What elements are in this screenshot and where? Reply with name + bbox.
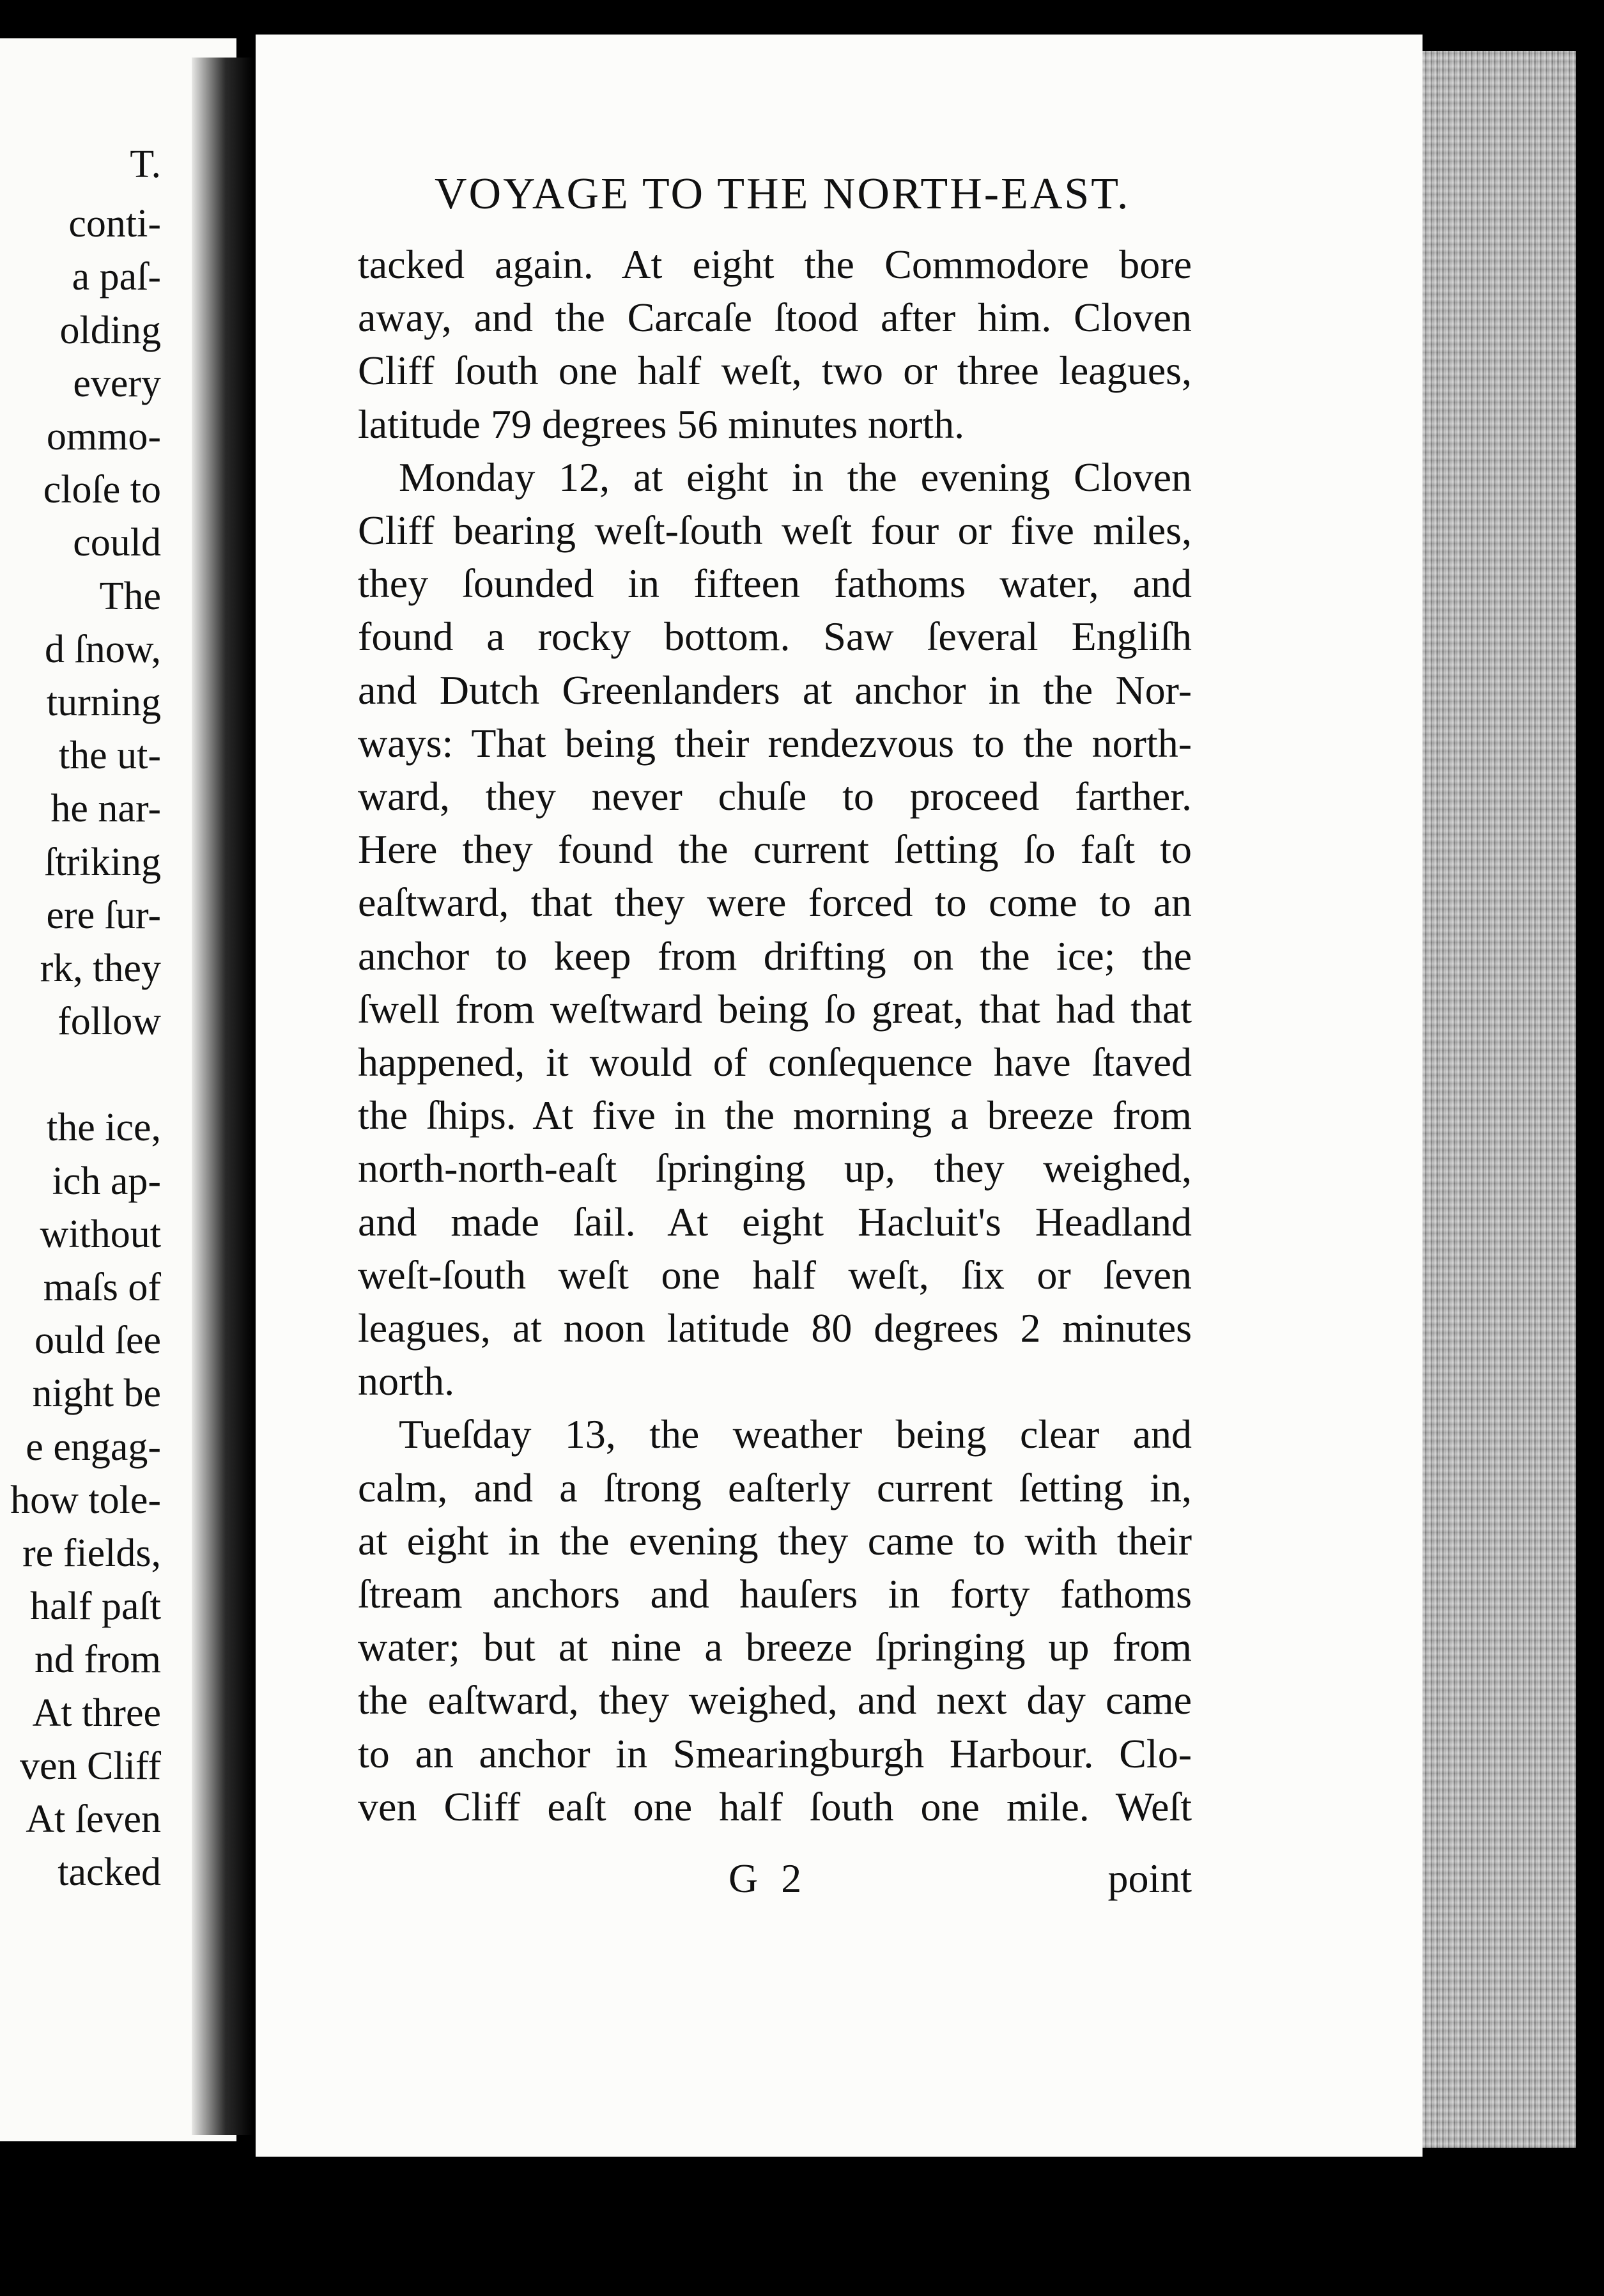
paragraph (358, 451, 1192, 1408)
text-line: ways: That being their rendezvous to the north- (358, 720, 1192, 766)
left-line: ommo- (46, 415, 161, 459)
right-page (256, 35, 1423, 2157)
left-line: olding (59, 308, 161, 352)
left-line: turning (46, 681, 161, 725)
left-line: the ut- (58, 734, 161, 778)
text-line: tacked again. At eight the Commodore bore (358, 242, 1192, 287)
left-line: rk, they (40, 947, 161, 991)
left-line: the ice, (46, 1106, 161, 1150)
text-line: ſwell from weſtward being ſo great, that had that (358, 986, 1192, 1032)
text-line: water; but at nine a breeze ſpringing up from (358, 1624, 1192, 1670)
left-page-header-fragment: T. (130, 143, 161, 186)
catchword: point (1107, 1856, 1192, 1901)
text-line: the ſhips. At five in the morning a breeze from (358, 1092, 1192, 1138)
left-line: nd from (34, 1638, 161, 1682)
text-line: to an anchor in Smearingburgh Harbour. Clo- (358, 1730, 1192, 1776)
left-line: tacked (58, 1850, 161, 1895)
left-line: a paſ- (72, 255, 161, 299)
page-footer (358, 1855, 1192, 1909)
text-line: and Dutch Greenlanders at anchor in the Nor- (358, 667, 1192, 713)
text-line: north. (358, 1358, 455, 1404)
text-line: happened, it would of conſequence have ſtaved (358, 1039, 1192, 1085)
text-line: calm, and a ſtrong eaſterly current ſetting in, (358, 1464, 1192, 1510)
text-line: ward, they never chuſe to proceed farther. (358, 773, 1192, 819)
text-line: ven Cliff eaſt one half ſouth one mile. Weſt (358, 1783, 1192, 1829)
left-line: half paſt (30, 1585, 161, 1629)
text-line: Monday 12, at eight in the evening Cloven (399, 454, 1192, 500)
left-line: without (40, 1212, 161, 1256)
text-line: at eight in the evening they came to with their (358, 1517, 1192, 1563)
left-line: ere ſur- (46, 893, 161, 937)
left-line: follow (58, 1000, 161, 1044)
book-page-edges (1423, 51, 1576, 2148)
left-line: he nar- (50, 787, 161, 831)
text-line: away, and the Carcaſe ſtood after him. Cloven (358, 295, 1192, 341)
text-line: weſt-ſouth weſt one half weſt, ſix or ſeven (358, 1252, 1192, 1298)
left-line: night be (32, 1372, 161, 1416)
left-line: The (99, 574, 161, 618)
running-head-title: VOYAGE TO THE NORTH-EAST. (435, 169, 1130, 219)
left-line: how tole- (10, 1478, 161, 1522)
left-line: maſs of (43, 1266, 161, 1310)
text-line: ſtream anchors and hauſers in forty fathoms (358, 1571, 1192, 1617)
paragraph (358, 1408, 1192, 1833)
left-line: ſtriking (44, 840, 161, 884)
left-line: every (73, 361, 161, 405)
left-page-text (10, 143, 161, 1900)
left-line: conti- (68, 202, 161, 246)
body-text (358, 238, 1192, 1833)
left-line: At ſeven (26, 1797, 161, 1842)
text-line: eaſtward, that they were forced to come to an (358, 880, 1192, 926)
text-line: leagues, at noon latitude 80 degrees 2 minutes (358, 1305, 1192, 1351)
text-line: Cliff ſouth one half weſt, two or three leagues, (358, 348, 1192, 394)
text-line: north-north-eaſt ſpringing up, they weighed, (358, 1145, 1192, 1191)
text-line: Here they found the current ſetting ſo faſt to (358, 826, 1192, 873)
left-line: re fields, (22, 1532, 161, 1576)
text-line: Tueſday 13, the weather being clear and (399, 1411, 1192, 1457)
left-line: ould ſee (35, 1319, 161, 1363)
text-line: anchor to keep from drifting on the ice; the (358, 933, 1192, 979)
book-gutter (192, 58, 253, 2135)
left-line (10, 1048, 161, 1101)
text-line: the eaſtward, they weighed, and next day came (358, 1677, 1192, 1723)
text-line: Cliff bearing weſt-ſouth weſt four or five miles, (358, 508, 1192, 554)
left-line: e engag- (26, 1425, 161, 1469)
left-line: could (73, 521, 161, 565)
left-line: ich ap- (52, 1159, 161, 1203)
left-line: cloſe to (43, 468, 161, 512)
left-line: d ſnow, (45, 627, 161, 671)
signature-mark: G 2 (729, 1856, 808, 1901)
text-line: latitude 79 degrees 56 minutes north. (358, 401, 965, 447)
left-line: ven Cliff (20, 1744, 161, 1788)
left-line: At three (32, 1691, 161, 1735)
paragraph (358, 238, 1192, 451)
text-line: and made ſail. At eight Hacluit's Headland (358, 1198, 1192, 1245)
text-line: found a rocky bottom. Saw ſeveral Engliſh (358, 614, 1192, 660)
text-line: they ſounded in fifteen fathoms water, and (358, 561, 1192, 607)
running-head (435, 169, 1470, 220)
